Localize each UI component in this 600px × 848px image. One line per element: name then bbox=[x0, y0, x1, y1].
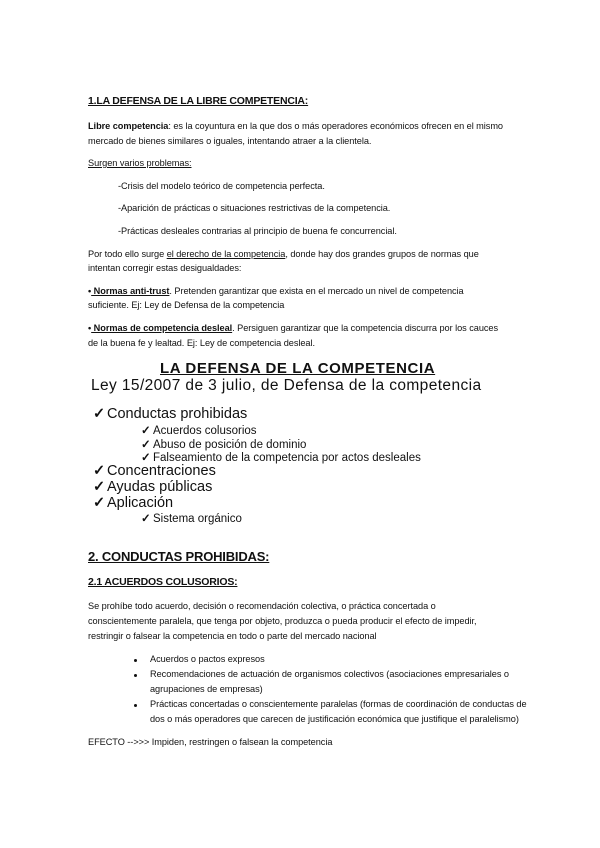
desleal-paragraph bbox=[88, 321, 498, 336]
intro-line: restringir o falsear la competencia en todo o parte del mercado nacional bbox=[88, 631, 377, 641]
derecho-competencia-term: el derecho de la competencia bbox=[166, 249, 286, 259]
list-item-continuation: dos o más operadores que carecen de justificación económica que justifique el paralelismo) bbox=[150, 714, 519, 724]
slide-item-label: Aplicación bbox=[107, 495, 174, 511]
slide-subitem-label: Abuso de posición de dominio bbox=[153, 439, 307, 451]
bullet-dot bbox=[134, 674, 137, 677]
slide-item-aplicacion bbox=[93, 495, 173, 511]
libre-competencia-text-2: mercado de bienes similares o iguales, intentando atraer a la clientela. bbox=[88, 136, 372, 146]
efecto-line: EFECTO -->>> Impiden, restringen o falsean la competencia bbox=[88, 737, 333, 747]
slide-title: LA DEFENSA DE LA COMPETENCIA bbox=[160, 360, 436, 377]
section-1-heading: 1.LA DEFENSA DE LA LIBRE COMPETENCIA: bbox=[88, 95, 309, 107]
antitrust-paragraph bbox=[88, 284, 464, 299]
checkmark-icon: ✓ bbox=[141, 439, 151, 451]
checkmark-icon: ✓ bbox=[93, 406, 106, 422]
por-todo-post: , donde hay dos grandes grupos de normas que bbox=[285, 249, 479, 259]
section-2-1-heading: 2.1 ACUERDOS COLUSORIOS: bbox=[88, 576, 238, 588]
slide-subtitle: Ley 15/2007 de 3 julio, de Defensa de la competencia bbox=[91, 377, 482, 394]
slide-subitem-label: Sistema orgánico bbox=[153, 513, 242, 525]
checkmark-icon: ✓ bbox=[93, 479, 106, 495]
bullet-dot bbox=[134, 659, 137, 662]
checkmark-icon: ✓ bbox=[93, 463, 106, 479]
libre-competencia-paragraph bbox=[88, 119, 503, 134]
list-item-continuation: agrupaciones de empresas) bbox=[150, 684, 263, 694]
libre-competencia-text-1: : es la coyuntura en la que dos o más operadores económicos ofrecen en el mismo bbox=[168, 121, 503, 131]
slide-item-label: Ayudas públicas bbox=[107, 479, 213, 495]
checkmark-icon: ✓ bbox=[141, 513, 151, 525]
por-todo-line-2: intentan corregir estas desigualdades: bbox=[88, 263, 242, 273]
slide-item-label: Conductas prohibidas bbox=[107, 406, 248, 422]
slide-subitem bbox=[141, 450, 421, 464]
problem-item: -Prácticas desleales contrarias al principio de buena fe concurrencial. bbox=[118, 226, 397, 236]
por-todo-paragraph bbox=[88, 247, 479, 262]
list-item: Prácticas concertadas o conscientemente paralelas (formas de coordinación de conductas de bbox=[150, 699, 527, 709]
slide-item-concentraciones bbox=[93, 463, 216, 479]
desleal-term: Normas de competencia desleal bbox=[91, 323, 233, 333]
slide-item-ayudas bbox=[93, 479, 212, 495]
checkmark-icon: ✓ bbox=[141, 452, 151, 464]
intro-line: Se prohíbe todo acuerdo, decisión o recomendación colectiva, o práctica concertada o bbox=[88, 601, 436, 611]
surgen-problemas-heading: Surgen varios problemas: bbox=[88, 158, 192, 168]
list-item: Acuerdos o pactos expresos bbox=[150, 654, 265, 664]
problem-item: -Crisis del modelo teórico de competencia perfecta. bbox=[118, 181, 325, 191]
slide-item-conductas bbox=[93, 406, 247, 422]
bullet-dot bbox=[134, 704, 137, 707]
antitrust-text-2: suficiente. Ej: Ley de Defensa de la competencia bbox=[88, 300, 285, 310]
slide-subitem-label: Acuerdos colusorios bbox=[153, 425, 257, 437]
intro-line: conscientemente paralela, que tenga por objeto, produzca o pueda producir el efecto de impedir, bbox=[88, 616, 477, 626]
bullet-mark: • bbox=[88, 286, 92, 296]
checkmark-icon: ✓ bbox=[141, 425, 151, 437]
desleal-text-1: . Persiguen garantizar que la competencia discurra por los cauces bbox=[232, 323, 499, 333]
por-todo-pre: Por todo ello surge bbox=[88, 249, 167, 259]
bullet-mark: • bbox=[88, 323, 92, 333]
checkmark-icon: ✓ bbox=[93, 495, 106, 511]
slide-item-label: Concentraciones bbox=[107, 463, 216, 479]
list-item: Recomendaciones de actuación de organismos colectivos (asociaciones empresariales o bbox=[150, 669, 509, 679]
antitrust-text-1: . Pretenden garantizar que exista en el mercado un nivel de competencia bbox=[169, 286, 464, 296]
section-2-heading: 2. CONDUCTAS PROHIBIDAS: bbox=[88, 549, 270, 564]
slide-subitem bbox=[141, 511, 242, 525]
libre-competencia-term: Libre competencia bbox=[88, 121, 169, 131]
slide-subitem bbox=[141, 437, 306, 451]
problem-item: -Aparición de prácticas o situaciones restrictivas de la competencia. bbox=[118, 203, 391, 213]
desleal-text-2: de la buena fe y lealtad. Ej: Ley de competencia desleal. bbox=[88, 338, 315, 348]
slide-subitem-label: Falseamiento de la competencia por actos desleales bbox=[153, 452, 421, 464]
antitrust-term: Normas anti-trust bbox=[91, 286, 170, 296]
slide-subitem bbox=[141, 423, 257, 437]
